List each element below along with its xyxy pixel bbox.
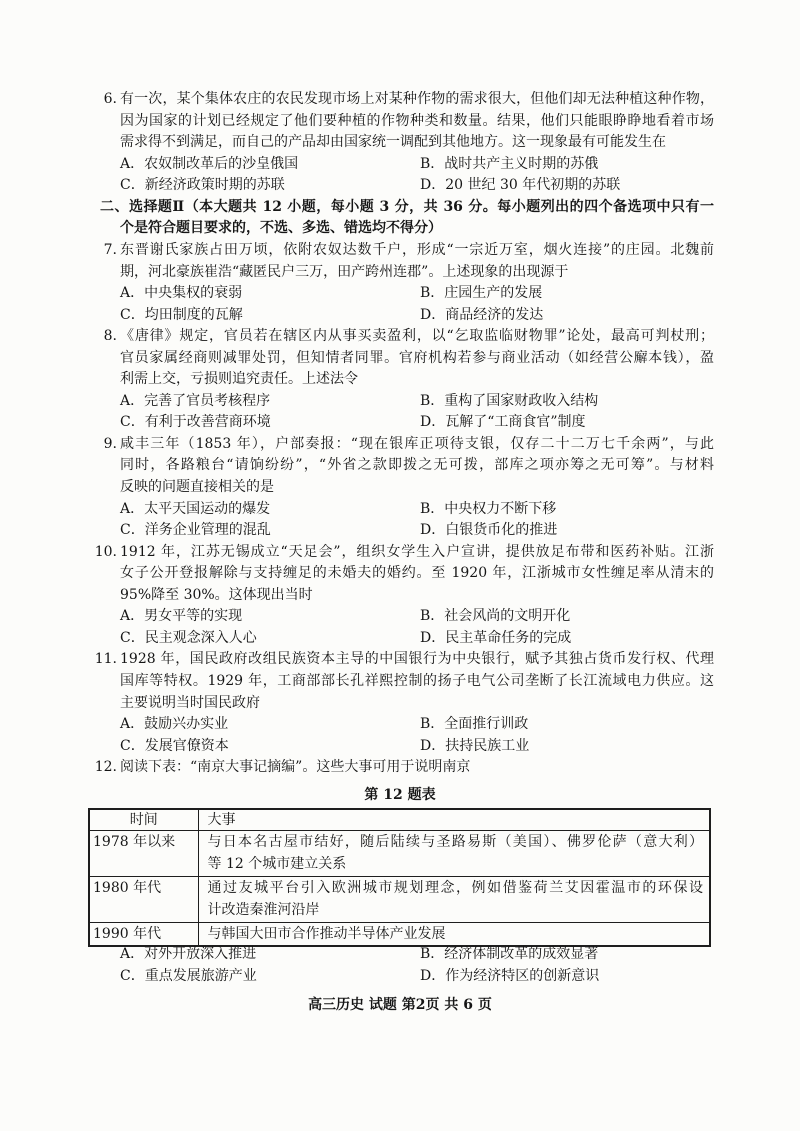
row-event xyxy=(198,877,710,923)
table-row xyxy=(89,831,710,877)
option-c: C．有利于改善营商环境 xyxy=(120,414,271,431)
question-stem-text: 1928 年，国民政府改组民族资本主导的中国银行为中央银行，赋予其独占货币发行权、代理 xyxy=(120,651,714,668)
options-row xyxy=(120,154,714,176)
row-event-line: 等 12 个城市建立关系 xyxy=(207,856,347,872)
option-d: D．作为经济特区的创新意识 xyxy=(420,967,600,984)
table-caption: 第 12 题表 xyxy=(364,787,436,803)
question-11 xyxy=(0,649,800,757)
question-stem-text: 95%降至 30%。这体现出当时 xyxy=(120,586,313,603)
question-stem-line xyxy=(103,240,714,262)
question-stem-text: 国库等特权。1929 年，工商部部长孔祥熙控制的扬子电气公司垄断了长江流域电力供应。这 xyxy=(120,672,714,689)
header-time: 时间 xyxy=(89,809,198,831)
question-stem-line xyxy=(120,455,714,477)
question-stem-text: 《唐律》规定，官员若在辖区内从事买卖盈利，以“乞取监临财物罪”论处，最高可判杖刑； xyxy=(120,328,714,345)
options-row xyxy=(120,714,714,736)
section-heading-text: 二、选择题Ⅱ（本大题共 12 小题，每小题 3 分，共 36 分。每小题列出的四个备选项中只有一 xyxy=(100,198,714,215)
row-event-line: 计改造秦淮河沿岸 xyxy=(207,902,320,918)
option-d: D．商品经济的发达 xyxy=(420,306,544,323)
option-c: C．新经济政策时期的苏联 xyxy=(120,177,285,194)
options-row xyxy=(120,628,714,650)
question-number: 9. xyxy=(103,435,117,452)
option-d: D．20 世纪 30 年代初期的苏联 xyxy=(420,177,621,194)
question-stem-line xyxy=(120,585,714,607)
page-footer: 高三历史 试题 第2页 共 6 页 xyxy=(308,997,492,1013)
section-heading-line xyxy=(100,197,714,219)
options-row xyxy=(120,966,714,988)
question-9 xyxy=(0,434,800,542)
events-table xyxy=(88,808,711,947)
question-stem-line xyxy=(94,649,714,671)
options-row xyxy=(120,499,714,521)
question-stem-text: 期，河北豪族崔浩“藏匿民户三万，田产跨州连郡”。上述现象的出现源于 xyxy=(120,263,569,280)
question-stem-text: 1912 年，江苏无锡成立“天足会”，组织女学生入户宣讲，提供放足布带和医药补贴。江浙 xyxy=(120,543,714,560)
question-stem-text: 因为国家的计划已经规定了他们要种植的作物种类和数量。结果，他们只能眼睁睁地看着市场 xyxy=(120,112,714,129)
question-stem-text: 主要说明当时国民政府 xyxy=(120,694,260,711)
option-d: D．民主革命任务的完成 xyxy=(420,629,572,646)
option-b: B．经济体制改革的成效显著 xyxy=(420,946,599,962)
option-a: A．男女平等的实现 xyxy=(120,608,243,625)
option-c: C．发展官僚资本 xyxy=(120,737,229,754)
option-a: A．中央集权的衰弱 xyxy=(120,285,243,302)
option-b: B．战时共产主义时期的苏俄 xyxy=(420,155,599,172)
question-stem-line xyxy=(120,348,714,370)
option-a: A．太平天国运动的爆发 xyxy=(120,500,271,517)
option-b: B．重构了国家财政收入结构 xyxy=(420,392,599,409)
options-row xyxy=(120,736,714,758)
option-d: D．瓦解了“工商食官”制度 xyxy=(420,414,586,431)
question-number: 6. xyxy=(103,91,117,108)
options-row xyxy=(120,412,714,434)
options-row xyxy=(120,606,714,628)
question-stem-text: 有一次，某个集体农庄的农民发现市场上对某种作物的需求很大，但他们却无法种植这种作物， xyxy=(120,91,714,108)
question-12-options xyxy=(0,944,800,987)
row-event-line: 与韩国大田市合作推动半导体产业发展 xyxy=(207,926,446,942)
question-stem-text: 咸丰三年（1853 年），户部奏报：“现在银库正项待支银，仅存二十二万七千余两”，与此 xyxy=(120,435,714,452)
question-stem-line xyxy=(120,477,714,499)
question-stem-text: 东晋谢氏家族占田万顷，依附农奴达数千户，形成“一宗近万室，烟火连接”的庄园。北魏前 xyxy=(120,242,714,259)
question-7 xyxy=(0,240,800,326)
question-stem-line xyxy=(120,111,714,133)
table-row xyxy=(89,923,710,947)
question-stem-line xyxy=(120,563,714,585)
option-b: B．中央权力不断下移 xyxy=(420,500,557,517)
question-12 xyxy=(0,757,800,779)
option-a: A．完善了官员考核程序 xyxy=(120,392,271,409)
row-time: 1990 年代 xyxy=(89,923,198,947)
option-c: C．均田制度的瓦解 xyxy=(120,306,243,323)
option-a: A．农奴制改革后的沙皇俄国 xyxy=(120,155,299,172)
question-stem-line xyxy=(103,326,714,348)
question-stem-text: 官员家属经商则减罪处罚，但知情者同罪。官府机构若参与商业活动（如经营公廨本钱），盈 xyxy=(120,349,714,366)
question-stem-line xyxy=(120,693,714,715)
option-c: C．民主观念深入人心 xyxy=(120,629,257,646)
question-number: 8. xyxy=(103,328,117,345)
question-10 xyxy=(0,542,800,650)
questions-column xyxy=(0,89,800,779)
row-event xyxy=(198,831,710,877)
option-c: C．重点发展旅游产业 xyxy=(120,967,257,984)
row-time: 1978 年以来 xyxy=(89,831,198,877)
option-b: B．庄园生产的发展 xyxy=(420,285,543,302)
option-a: A．对外开放深入推进 xyxy=(120,946,257,962)
question-stem-text: 反映的问题直接相关的是 xyxy=(120,479,274,496)
section-heading-text: 个是符合题目要求的，不选、多选、错选均不得分） xyxy=(120,220,442,237)
option-b: B．社会风尚的文明开化 xyxy=(420,608,571,625)
question-number: 11. xyxy=(94,651,117,668)
header-event: 大事 xyxy=(198,809,710,831)
row-event-line: 通过友城平台引入欧洲城市规划理念，例如借鉴荷兰艾因霍温市的环保设 xyxy=(207,880,703,896)
option-d: D．白银货币化的推进 xyxy=(420,522,558,539)
section-heading-line xyxy=(120,218,714,240)
options-row xyxy=(120,391,714,413)
option-b: B．全面推行训政 xyxy=(420,716,529,733)
options-row xyxy=(120,520,714,542)
options-row xyxy=(120,175,714,197)
options-row xyxy=(120,305,714,327)
question-stem-text: 利需上交，亏损则追究责任。上述法令 xyxy=(120,371,358,388)
question-stem-line xyxy=(103,434,714,456)
question-stem-line xyxy=(103,89,714,111)
question-stem-line xyxy=(120,262,714,284)
question-stem-line xyxy=(94,757,714,779)
question-number: 7. xyxy=(103,242,117,259)
options-row xyxy=(120,283,714,305)
option-c: C．洋务企业管理的混乱 xyxy=(120,522,271,539)
question-stem-line xyxy=(120,132,714,154)
table-row xyxy=(89,877,710,923)
row-time: 1980 年代 xyxy=(89,877,198,923)
section-heading xyxy=(0,197,800,240)
row-event-line: 与日本名古屋市结好，随后陆续与圣路易斯（美国）、佛罗伦萨（意大利） xyxy=(207,834,703,850)
question-number: 12. xyxy=(94,759,117,776)
question-stem-text: 女子公开登报解除与支持缠足的未婚夫的婚约。至 1920 年，江浙城市女性缠足率从清末的 xyxy=(120,565,714,582)
row-event xyxy=(198,923,710,947)
question-stem-text: 需求得不到满足，而自己的产品却由国家统一调配到其他地方。这一现象最有可能发生在 xyxy=(120,134,666,151)
question-stem-text: 同时，各路粮台“请饷纷纷”，“外省之款即拨之无可拨，部库之项亦筹之无可筹”。与材料 xyxy=(120,457,714,474)
question-stem-text: 阅读下表：“南京大事记摘编”。这些大事可用于说明南京 xyxy=(120,759,471,776)
table-header-row xyxy=(89,809,710,831)
question-number: 10. xyxy=(94,543,117,560)
question-stem-line xyxy=(120,671,714,693)
question-8 xyxy=(0,326,800,434)
option-a: A．鼓励兴办实业 xyxy=(120,716,229,733)
question-6 xyxy=(0,89,800,197)
question-stem-line xyxy=(94,542,714,564)
option-d: D．扶持民族工业 xyxy=(420,737,530,754)
question-stem-line xyxy=(120,369,714,391)
options-row xyxy=(120,944,714,966)
